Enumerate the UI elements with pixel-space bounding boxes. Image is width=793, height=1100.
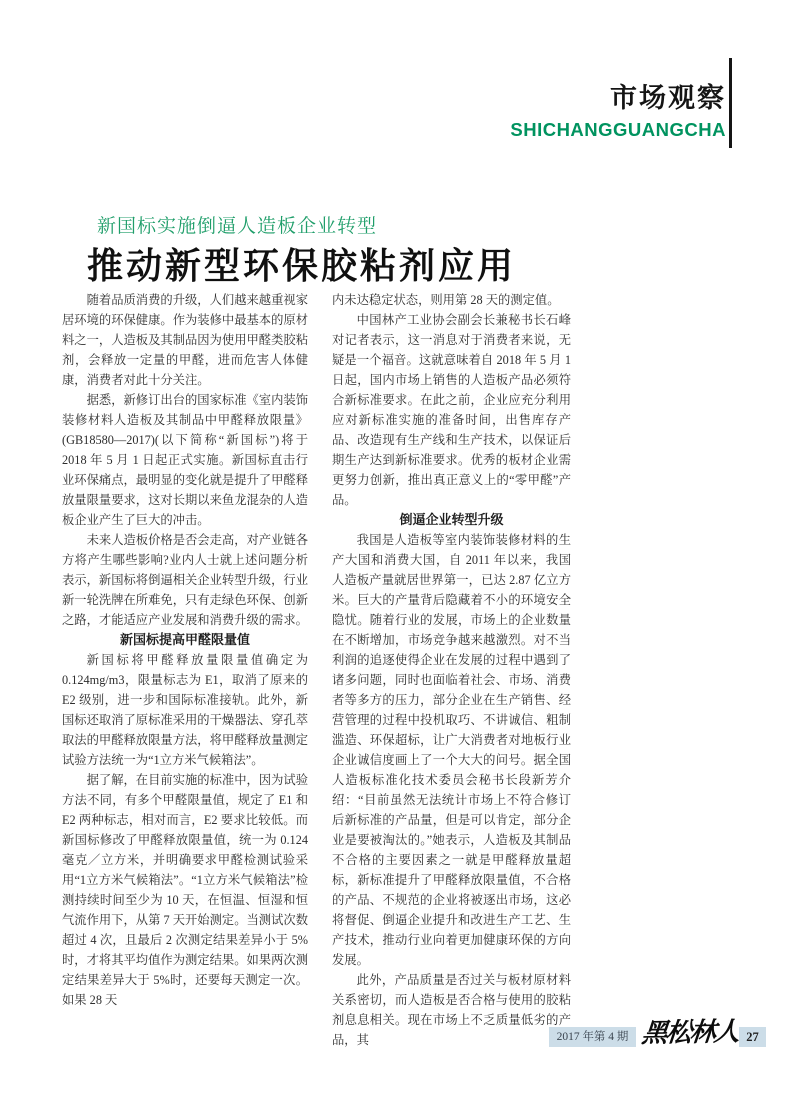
section-title: 市场观察 [610, 83, 726, 113]
article-body [62, 290, 571, 1050]
header-vertical-rule [729, 58, 732, 148]
paragraph: 据悉，新修订出台的国家标准《室内装饰装修材料人造板及其制品中甲醛释放限量》(GB18580—2017)(以下简称“新国标”)将于 2018 年 5 月 1 日起正式实施。新国标直击行业环保痛点，最明显的变化就是提升了甲醛释放量限量要求，这对长期以来鱼龙混杂的人造板企业产生了巨大的冲击。 [62, 393, 308, 527]
paragraph-continuation: 内未达稳定状态，则用第 28 天的测定值。 [332, 293, 560, 307]
left-column [62, 290, 308, 1050]
paragraph: 此外，产品质量是否过关与板材原材料关系密切，而人造板是否合格与使用的胶粘剂息息相关。现在市场上不乏质量低劣的产品，其 [332, 973, 571, 1047]
paragraph: 新国标将甲醛释放量限量值确定为0.124mg/m3，限量标志为 E1，取消了原来的 E2 级别，进一步和国际标准接轨。此外，新国标还取消了原标准采用的干燥器法、穿孔萃取法的甲醛释放限量方法，将甲醛释放量测定试验方法统一为“1立方米气候箱法”。 [62, 653, 308, 767]
journal-logo-calligraphy: 黑松林人 [640, 1017, 740, 1048]
section-heading: 新国标提高甲醛限量值 [119, 632, 250, 647]
article-title: 推动新型环保胶粘剂应用 [87, 245, 517, 286]
page-number: 27 [739, 1027, 766, 1047]
paragraph: 中国林产工业协会副会长兼秘书长石峰对记者表示，这一消息对于消费者来说，无疑是一个福音。这就意味着自 2018 年 5 月 1 日起，国内市场上销售的人造板产品必须符合新标准要求。在此之前，企业应充分利用应对新标准实施的准备时间，出售库存产品、改造现有生产线和生产技术，以保证后期生产达到新标准要求。优秀的板材企业需更努力创新，推出真正意义上的“零甲醛”产品。 [332, 313, 571, 507]
paragraph: 我国是人造板等室内装饰装修材料的生产大国和消费大国，自 2011 年以来，我国人造板产量就居世界第一，已达 2.87 亿立方米。巨大的产量背后隐藏着不小的环境安全隐忧。随着行业的发展，市场上的企业数量在不断增加，市场竞争越来越激烈。对不当利润的追逐使得企业在发展的过程中遇到了诸多问题，同时也面临着社会、市场、消费者等多方的压力，部分企业在生产销售、经营管理的过程中投机取巧、不讲诚信、粗制滥造、环保超标，让广大消费者对地板行业企业诚信度画上了一个大大的问号。据全国人造板标准化技术委员会秘书长段新芳介绍：“目前虽然无法统计市场上不符合修订后新标准的产品量，但是可以肯定，部分企业是要被淘汰的。”她表示，人造板及其制品不合格的主要因素之一就是甲醛释放量超标，新标准提升了甲醛释放限量值，不合格的产品、不规范的企业将被逐出市场，这必将督促、倒逼企业提升和改进生产工艺、生产技术，推动行业向着更加健康环保的方向发展。 [332, 533, 571, 967]
issue-label: 2017 年第 4 期 [549, 1027, 636, 1047]
right-column [332, 290, 571, 1050]
paragraph: 未来人造板价格是否会走高，对产业链各方将产生哪些影响?业内人士就上述问题分析表示，新国标将倒逼相关企业转型升级，行业新一轮洗牌在所难免，只有走绿色环保、创新之路，才能适应产业发展和消费升级的需求。 [62, 533, 308, 627]
article-kicker: 新国标实施倒逼人造板企业转型 [97, 216, 378, 237]
section-header [510, 84, 726, 141]
section-title-pinyin: SHICHANGGUANGCHA [510, 118, 726, 140]
paragraph: 随着品质消费的升级，人们越来越重视家居环境的环保健康。作为装修中最基本的原材料之一，人造板及其制品因为使用甲醛类胶粘剂，会释放一定量的甲醛，进而危害人体健康，消费者对此十分关注。 [62, 293, 308, 387]
section-heading: 倒逼企业转型升级 [399, 512, 504, 527]
paragraph: 据了解，在目前实施的标准中，因为试验方法不同，有多个甲醛限量值，规定了 E1 和 E2 两种标志，相对而言，E2 要求比较低。而新国标修改了甲醛释放限量值，统一为 0.124 毫克／立方米，并明确要求甲醛检测试验采用“1立方米气候箱法”。“1立方米气候箱法”检测持续时间至少为 10 天，在恒温、恒湿和恒气流作用下，从第 7 天开始测定。当测试次数超过 4 次，且最后 2 次测定结果差异小于 5%时，才将其平均值作为测定结果。如果两次测定结果差异大于 5%时，还要每天测定一次。如果 28 天 [62, 773, 308, 1007]
